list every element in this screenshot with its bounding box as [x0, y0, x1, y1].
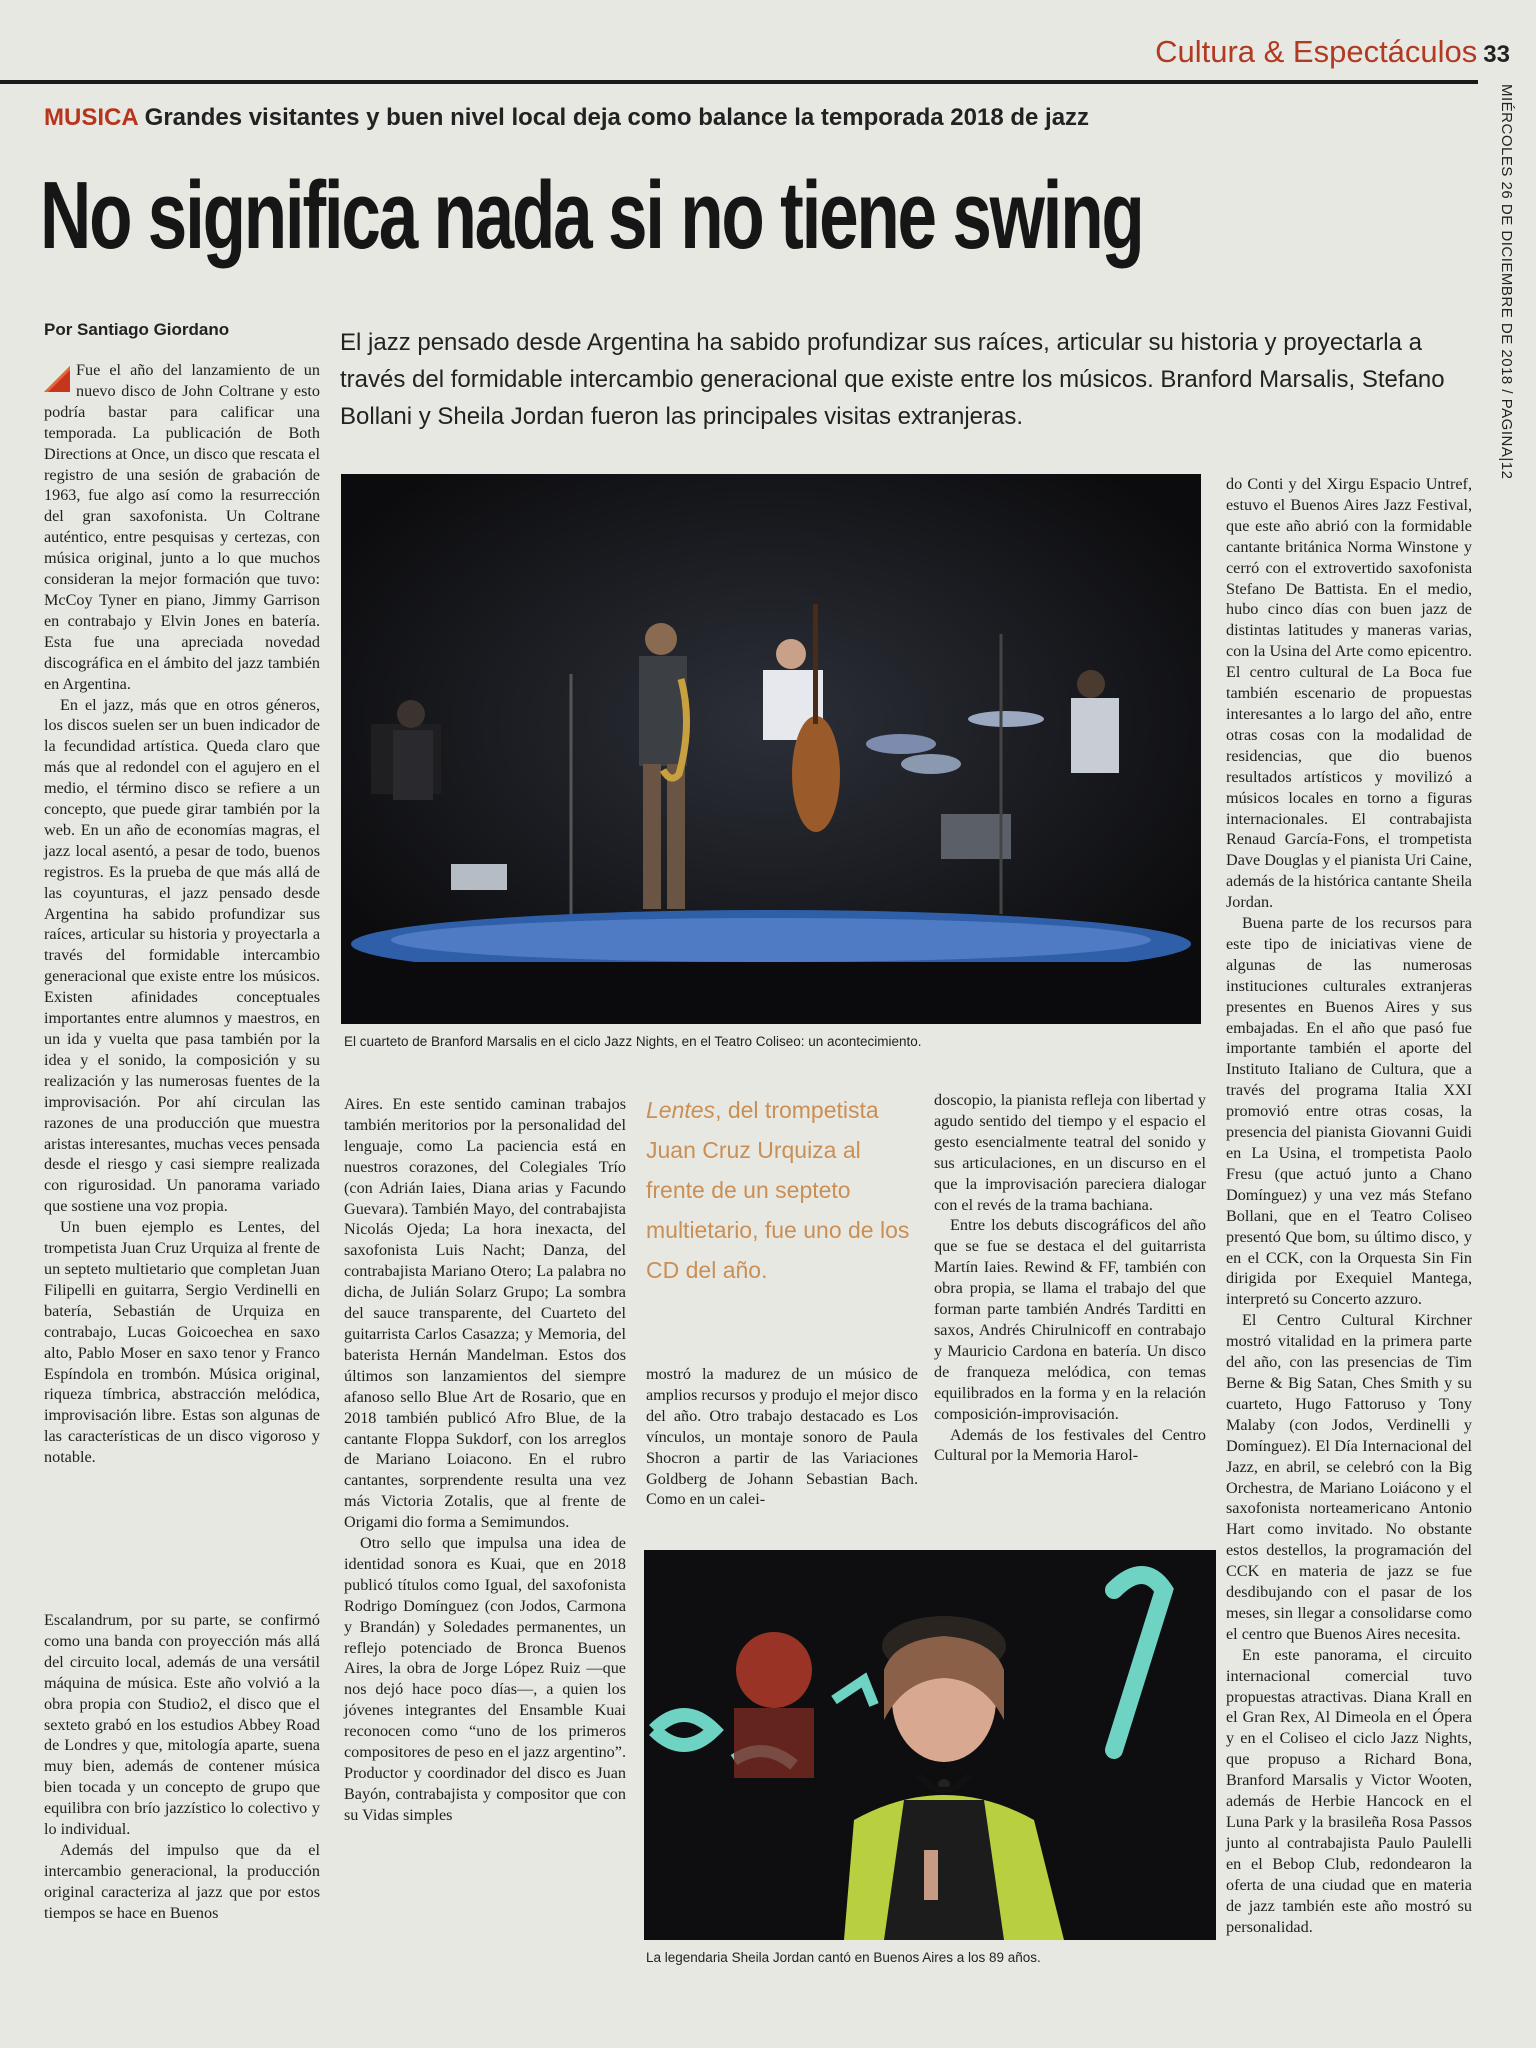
red-corner-mark-icon	[44, 366, 70, 392]
photo-top-caption: El cuarteto de Branford Marsalis en el ciclo Jazz Nights, en el Teatro Coliseo: un acontecimiento.	[344, 1034, 922, 1049]
byline: Por Santiago Giordano	[44, 320, 230, 339]
photo-sheila-jordan	[644, 1550, 1216, 1940]
pull-quote-text: , del trompetista Juan Cruz Urquiza al frente de un septeto multietario, fue uno de los CD del año.	[646, 1097, 910, 1283]
section-name: Cultura & Espectáculos	[1155, 34, 1478, 69]
photo-bottom-caption: La legendaria Sheila Jordan cantó en Buenos Aires a los 89 años.	[646, 1950, 1041, 1965]
article-column-2	[44, 1610, 320, 1924]
kicker-tag: MUSICA	[44, 104, 139, 131]
paragraph: Aires. En este sentido caminan trabajos también meritorios por la personalidad del lenguaje, como La paciencia está en nuestros corazones, del Colegiales Trío (con Adrián Iaies, Diana arias y Facundo Guevara). También Mayo, del contrabajista Nicolás Ojeda; La hora inexacta, del saxofonista Luis Nacht; Danza, del contrabajista Mariano Otero; La palabra no dicha, de Julián Solarz Grupo; La sombra del sauce transparente, del Cuarteto del guitarrista Carlos Casazza; y Memoria, del baterista Hernán Mandelman. Estos dos últimos son lanzamientos del siempre afanoso sello Blue Art de Rosario, que en 2018 también publicó Afro Blue, de la cantante Floppa Sukdorf, con los arreglos de Mariano Loiacono. En el rubro cantantes, sorprendente resulta una vez más Victoria Zotalis, que al frente de Origami dio forma a Semimundos.	[344, 1095, 626, 1532]
pull-quote	[646, 1090, 918, 1290]
article-column-3	[344, 1094, 626, 1826]
edition-date: MIÉRCOLES 26 DE DICIEMBRE DE 2018 / PAGINA|12	[1498, 84, 1515, 480]
page-number: 33	[1483, 41, 1510, 68]
top-rule	[0, 80, 1478, 84]
singer-portrait-image	[644, 1550, 1216, 1940]
article-column-6	[1226, 474, 1472, 1937]
paragraph: Otro sello que impulsa una idea de identidad sonora es Kuai, que en 2018 publicó títulos como Igual, del saxofonista Rodrigo Domínguez (con Jodos, Carmona y Brandán) y Soledades permanentes, un reflejo potenciado de Bronca Buenos Aires, la obra de Jorge López Ruiz —que nos dejó hace poco días—, a quien los jóvenes integrantes del Ensamble Kuai reconocen como “uno de los primeros compositores de peso en el jazz argentino”. Productor y coordinador del disco es Juan Bayón, contrabajista y compositor que con su Vidas simples	[344, 1534, 626, 1824]
side-date-strip	[1493, 84, 1517, 594]
paragraph: Entre los debuts discográficos del año que se fue se destaca el del guitarrista Martín Iaies. Rewind & FF, también con obra propia, se llama el trabajo del que forman parte también Andrés Tarditti en saxos, Andrés Chirulnicoff en contrabajo y Mauricio Cardona en batería. Un disco de franqueza melódica, con temas equilibrados en la forma y en la relación composición-improvisación.	[934, 1216, 1206, 1423]
article-column-4	[646, 1364, 918, 1510]
paragraph: El Centro Cultural Kirchner mostró vitalidad en la primera parte del año, con las presencias de Tim Berne & Big Satan, Ches Smith y su cuarteto, Hugo Fattoruso y Tony Malaby (con Jodos, Verdinelli y Domínguez). El Día Internacional del Jazz, en abril, se celebró con la Big Orchestra, de Mariano Loiácono y el saxofonista norteamericano Antonio Hart como invitado. No obstante estos destellos, la programación del CCK en materia de jazz se fue desdibujando con el pasar de los meses, sin llegar a consolidarse como el centro que Buenos Aires necesita.	[1226, 1311, 1472, 1643]
paragraph: Escalandrum, por su parte, se confirmó como una banda con proyección más allá del circuito local, además de una versátil máquina de música. Este año volvió a la obra propia con Studio2, el disco que el sexteto grabó en los estudios Abbey Road de Londres y que, mitología aparte, suena muy bien, además de contener música bien tocada y un concepto de grupo que equilibra con brío jazzístico lo colectivo y lo individual.	[44, 1611, 320, 1839]
section-header	[1155, 34, 1510, 70]
paragraph: Buena parte de los recursos para este tipo de iniciativas viene de algunas de las numerosas instituciones culturales extranjeras presentes en Buenos Aires y sus embajadas. En el año que pasó fue importante también el aporte del Instituto Italiano de Cultura, que a través del programa Italia XXI promovió entre otras cosas, la presencia del pianista Giovanni Guidi en La Usina, el trompetista Paolo Fresu (que actuó junto a Chano Domínguez) y una vez más Stefano Bollani, que en el Teatro Coliseo presentó Que bom, su último disco, y en el CCK, con la Orquesta Sin Fin dirigida por Exequiel Mantega, interpretó su Concerto azzuro.	[1226, 914, 1472, 1309]
article-column-5	[934, 1090, 1206, 1466]
paragraph: mostró la madurez de un músico de amplios recursos y produjo el mejor disco del año. Otro trabajo destacado es Los vínculos, un montaje sonoro de Paula Shocron a partir de las Variaciones Goldberg de Johann Sebastian Bach. Como en un calei-	[646, 1365, 918, 1509]
pull-quote-title: Lentes	[646, 1097, 716, 1123]
paragraph: En el jazz, más que en otros géneros, los discos suelen ser un buen indicador de la fecundidad artística. Queda claro que más que al redondel con el agujero en el medio, el término disco se refiere a un concepto, que puede girar también por la web. En un año de economías magras, el jazz local asentó, a pesar de todo, buenos registros. Es la prueba de que más allá de las coyunturas, el jazz pensado desde Argentina ha sabido profundizar sus raíces, articular su historia y proyectarla a través del formidable intercambio generacional que existe entre los músicos. Existen afinidades conceptuales importantes entre alumnos y maestros, en un ida y vuelta que pasa también por la idea y el sonido, la composición y su realización y las numerosas fuentes de la improvisación. Por ahí circulan las razones de una producción que muestra aristas interesantes, muchas veces pensada desde el riesgo y casi siempre realizada con rigurosidad. Un panorama variado que sostiene una voz propia.	[44, 695, 320, 1216]
paragraph: Un buen ejemplo es Lentes, del trompetista Juan Cruz Urquiza al frente de un septeto multietario que completan Juan Filipelli en guitarra, Sergio Verdinelli en batería, Sebastián de Urquiza en contrabajo, Lucas Goicoechea en saxo alto, Pablo Moser en saxo tenor y Franco Espíndola en trombón. Música original, riqueza tímbrica, abstracción melódica, improvisación libre. Estas son algunas de las características de un disco vigoroso y notable.	[44, 1218, 320, 1467]
summary-lead: El jazz pensado desde Argentina ha sabido profundizar sus raíces, articular su historia y proyectarla a través del formidable intercambio generacional que existe entre los músicos. Branford Marsalis, Stefano Bollani y Sheila Jordan fueron las principales visitas extranjeras.	[340, 329, 1445, 430]
photo-branford-marsalis-quartet	[341, 474, 1201, 1024]
paragraph: Además del impulso que da el intercambio generacional, la producción original caracteriza al jazz que por estos tiempos se hace en Buenos	[44, 1840, 320, 1922]
paragraph: En este panorama, el circuito internacional comercial tuvo propuestas atractivas. Diana Krall en el Gran Rex, Al Dimeola en el Ópera y en el Coliseo el ciclo Jazz Nights, que propuso a Richard Bona, Branford Marsalis y Victor Wooten, además de Herbie Hancock en el Luna Park y la brasileña Rosa Passos junto al contrabajista Paulo Paulelli en el Bebop Club, redondearon la oferta de una ciudad que en materia de jazz también este año mostró su personalidad.	[1226, 1645, 1472, 1936]
kicker-text: Grandes visitantes y buen nivel local deja como balance la temporada 2018 de jazz	[144, 104, 1090, 131]
concert-stage-image	[341, 474, 1201, 1024]
paragraph: Fue el año del lanzamiento de un nuevo disco de John Coltrane y esto podría bastar para calificar una temporada. La publicación de Both Directions at Once, un disco que rescata el registro de una sesión de grabación de 1963, fue algo así como la resurrección del gran saxofonista. Un Coltrane auténtico, entre pesquisas y certezas, con música original, junto a lo que muchos consideran la mejor formación que tuvo: McCoy Tyner en piano, Jimmy Garrison en contrabajo y Elvin Jones en batería. Esta fue una apreciada novedad discográfica en el ámbito del jazz también en Argentina.	[44, 361, 320, 693]
headline: No significa nada si no tiene swing	[40, 162, 1143, 269]
paragraph: doscopio, la pianista refleja con libertad y agudo sentido del tiempo y el espacio el gesto esencialmente teatral del sonido y sus articulaciones, en un discurso en el que la improvisación pareciera dialogar con el revés de la trama bachiana.	[934, 1091, 1206, 1214]
paragraph: do Conti y del Xirgu Espacio Untref, estuvo el Buenos Aires Jazz Festival, que este año abrió con la formidable cantante británica Norma Winstone y cerró con el extrovertido saxofonista Stefano De Battista. En el medio, hubo cinco días con buen jazz de distintas latitudes y maneras varias, con la Usina del Arte como epicentro. El centro cultural de La Boca fue también escenario de propuestas interesantes a lo largo del año, entre otras cosas con la modalidad de residencias, que dio buenos resultados artísticos y movilizó a músicos locales en torno a figuras internacionales. El contrabajista Renaud García-Fons, el trompetista Dave Douglas y el pianista Uri Caine, además de la histórica cantante Sheila Jordan.	[1226, 475, 1472, 912]
paragraph: Además de los festivales del Centro Cultural por la Memoria Harol-	[934, 1425, 1206, 1465]
article-column-1	[44, 360, 320, 1468]
kicker	[44, 104, 1089, 132]
